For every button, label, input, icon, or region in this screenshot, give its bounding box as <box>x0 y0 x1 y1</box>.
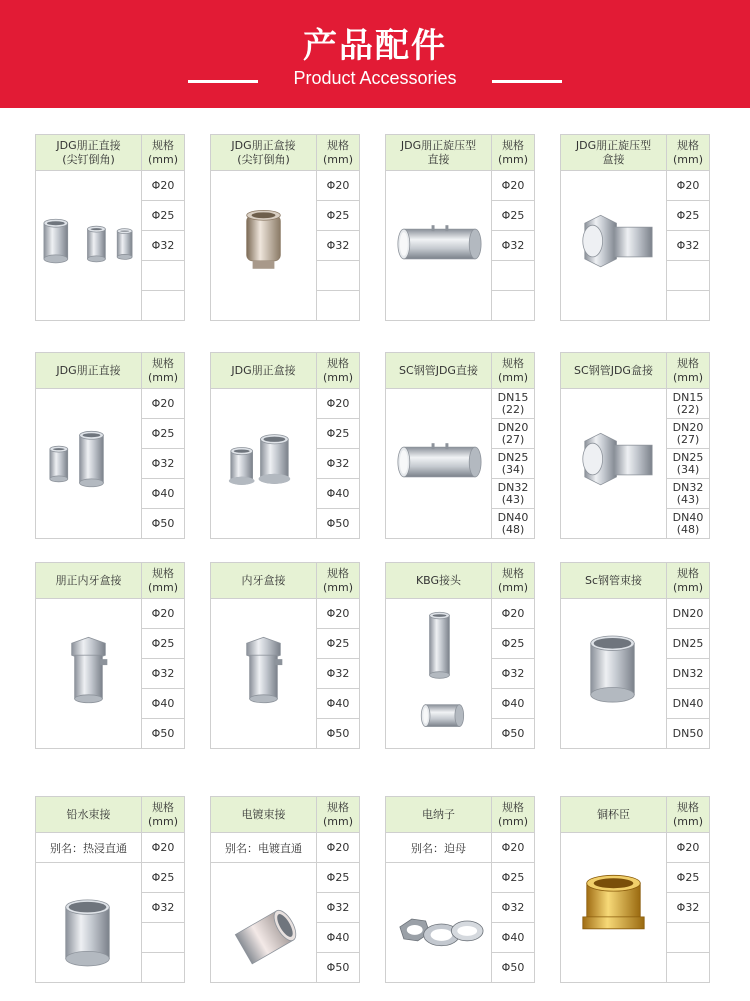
spec-cell: Φ32 <box>317 449 359 479</box>
product-name: 朋正内牙盒接 <box>36 563 142 599</box>
spec-cell: Φ20 <box>317 171 359 201</box>
spec-header: 规格 (mm) <box>667 563 709 599</box>
spec-cell <box>667 923 709 953</box>
product-name: 电纳子 <box>386 797 492 833</box>
spec-cell <box>667 291 709 321</box>
spec-cell: Φ32 <box>142 893 184 923</box>
spec-cell: DN32 (43) <box>492 479 534 509</box>
product-image <box>561 599 667 749</box>
spec-cell: Φ25 <box>667 201 709 231</box>
spec-cell: Φ25 <box>667 863 709 893</box>
product-image <box>211 171 317 321</box>
spec-header: 规格 (mm) <box>492 353 534 389</box>
spec-header: 规格 (mm) <box>142 797 184 833</box>
spec-cell: DN40 (48) <box>672 511 704 536</box>
box-connector-nut-icon <box>561 171 666 321</box>
product-card <box>385 562 535 749</box>
spec-cell: Φ32 <box>492 893 534 923</box>
spec-header: 规格 (mm) <box>317 797 359 833</box>
spec-cell: DN25 <box>667 629 709 659</box>
spec-cell: Φ32 <box>142 231 184 261</box>
spec-cell: DN40 (48) <box>497 511 529 536</box>
product-name: 内牙盒接 <box>211 563 317 599</box>
product-card <box>35 562 185 749</box>
page-title: 产品配件 <box>303 26 447 66</box>
product-image <box>561 833 667 983</box>
product-name: 电镀束接 <box>211 797 317 833</box>
product-card <box>560 352 710 539</box>
spec-cell: Φ25 <box>492 863 534 893</box>
product-name: JDG朋正直接 (尖钉倒角) <box>36 135 142 171</box>
spec-header: 规格 (mm) <box>667 797 709 833</box>
product-name: 铅水束接 <box>36 797 142 833</box>
spec-cell: Φ40 <box>317 479 359 509</box>
spec-cell: Φ32 <box>492 231 534 261</box>
spec-cell: Φ20 <box>317 833 359 863</box>
spec-cell: Φ40 <box>317 689 359 719</box>
spec-cell: Φ20 <box>317 389 359 419</box>
product-image <box>386 863 492 983</box>
spec-cell: Φ20 <box>492 171 534 201</box>
product-image <box>36 171 142 321</box>
spec-cell: DN50 <box>672 727 704 740</box>
spec-cell: Φ20 <box>142 599 184 629</box>
spec-header: 规格 (mm) <box>667 353 709 389</box>
product-image <box>561 389 667 539</box>
coupling-sleeve-icon <box>386 171 491 321</box>
product-card <box>210 352 360 539</box>
spec-cell: DN25 (34) <box>492 449 534 479</box>
spec-cell: Φ32 <box>317 659 359 689</box>
product-card <box>210 134 360 321</box>
spec-cell: DN20 <box>667 599 709 629</box>
spec-cell: Φ25 <box>492 629 534 659</box>
spec-cell: Φ32 <box>142 659 184 689</box>
product-alias: 别名：电镀直通 <box>211 833 317 863</box>
pipe-coupling-icon <box>561 599 666 749</box>
product-alias: 别名：迫母 <box>386 833 492 863</box>
spec-cell: Φ20 <box>667 171 709 201</box>
divider-right <box>492 80 562 83</box>
product-name: KBG接头 <box>386 563 492 599</box>
product-card <box>560 134 710 321</box>
threaded-box-connector-icon <box>211 599 316 749</box>
spec-cell: Φ50 <box>151 727 175 740</box>
spec-cell: Φ25 <box>317 419 359 449</box>
spec-cell <box>142 923 184 953</box>
spec-cell: Φ50 <box>326 727 350 740</box>
product-image <box>386 599 492 749</box>
spec-cell <box>492 261 534 291</box>
spec-cell: Φ25 <box>142 419 184 449</box>
spec-header: 规格 (mm) <box>142 563 184 599</box>
spec-cell: Φ40 <box>492 689 534 719</box>
product-image <box>211 389 317 539</box>
product-card <box>560 562 710 749</box>
spec-cell: Φ50 <box>501 961 525 974</box>
spec-cell: Φ20 <box>492 599 534 629</box>
page-subtitle: Product Accessories <box>293 68 457 88</box>
spec-cell: Φ25 <box>142 629 184 659</box>
box-connector-nut-icon <box>561 389 666 539</box>
product-image <box>561 171 667 321</box>
product-alias: 别名：热浸直通 <box>36 833 142 863</box>
spec-cell: Φ40 <box>142 479 184 509</box>
spec-cell: Φ32 <box>317 231 359 261</box>
product-name: JDG朋正直接 <box>36 353 142 389</box>
spec-cell: Φ32 <box>667 231 709 261</box>
spec-cell: Φ40 <box>142 689 184 719</box>
spec-header: 规格 (mm) <box>142 353 184 389</box>
product-image <box>386 389 492 539</box>
spec-cell: Φ40 <box>317 923 359 953</box>
spec-cell <box>142 953 184 983</box>
spec-cell: Φ50 <box>326 961 350 974</box>
plated-coupling-icon <box>211 863 316 983</box>
spec-header: 规格 (mm) <box>317 563 359 599</box>
product-name: Sc钢管束接 <box>561 563 667 599</box>
spec-cell <box>142 291 184 321</box>
product-image <box>211 863 317 983</box>
product-image <box>36 863 142 983</box>
spec-header: 规格 (mm) <box>142 135 184 171</box>
product-name: SC钢管JDG盒接 <box>561 353 667 389</box>
spec-cell <box>667 953 709 983</box>
spec-header: 规格 (mm) <box>492 563 534 599</box>
spec-cell: DN32 <box>667 659 709 689</box>
pipe-coupling-icon <box>36 863 141 983</box>
product-card <box>560 796 710 983</box>
two-coupling-sleeves-icon <box>36 389 141 539</box>
three-coupling-sleeves-icon <box>36 171 141 321</box>
spec-cell <box>492 291 534 321</box>
spec-header: 规格 (mm) <box>492 135 534 171</box>
spec-cell: Φ32 <box>667 893 709 923</box>
spec-cell: Φ20 <box>492 833 534 863</box>
spec-cell: DN32 (43) <box>667 479 709 509</box>
spec-header: 规格 (mm) <box>492 797 534 833</box>
spec-cell: Φ25 <box>317 629 359 659</box>
spec-cell: Φ40 <box>492 923 534 953</box>
box-connector-icon <box>211 171 316 321</box>
product-image <box>36 389 142 539</box>
product-card <box>385 352 535 539</box>
spec-header: 规格 (mm) <box>317 353 359 389</box>
title-banner <box>0 0 750 108</box>
product-name: JDG朋正旋压型 直接 <box>386 135 492 171</box>
spec-cell: Φ32 <box>492 659 534 689</box>
product-name: 铜杯臣 <box>561 797 667 833</box>
spec-cell: Φ50 <box>151 517 175 530</box>
product-card <box>210 796 360 983</box>
product-name: JDG朋正盒接 (尖钉倒角) <box>211 135 317 171</box>
spec-cell: Φ25 <box>142 863 184 893</box>
spec-cell: Φ32 <box>142 449 184 479</box>
spec-cell: Φ25 <box>317 863 359 893</box>
threaded-box-connector-icon <box>36 599 141 749</box>
product-image <box>36 599 142 749</box>
product-name: JDG朋正盒接 <box>211 353 317 389</box>
spec-cell <box>317 261 359 291</box>
product-name: JDG朋正旋压型 盒接 <box>561 135 667 171</box>
spec-cell: Φ20 <box>142 833 184 863</box>
spec-cell: Φ32 <box>317 893 359 923</box>
spec-cell <box>142 261 184 291</box>
brass-bushing-icon <box>561 833 666 983</box>
spec-cell <box>317 291 359 321</box>
product-image <box>386 171 492 321</box>
product-card <box>385 796 535 983</box>
spec-cell: Φ25 <box>317 201 359 231</box>
spec-cell: Φ20 <box>142 389 184 419</box>
spec-cell: Φ25 <box>492 201 534 231</box>
spec-cell: Φ50 <box>501 727 525 740</box>
product-image <box>211 599 317 749</box>
spec-cell: Φ20 <box>317 599 359 629</box>
spec-header: 规格 (mm) <box>667 135 709 171</box>
kbg-fittings-icon <box>386 599 491 749</box>
coupling-sleeve-icon <box>386 389 491 539</box>
spec-cell: DN25 (34) <box>667 449 709 479</box>
spec-cell: DN15 (22) <box>492 389 534 419</box>
two-box-connectors-icon <box>211 389 316 539</box>
spec-cell <box>667 261 709 291</box>
product-card <box>385 134 535 321</box>
spec-cell: DN20 (27) <box>667 419 709 449</box>
product-card <box>35 134 185 321</box>
spec-cell: Φ20 <box>142 171 184 201</box>
product-card <box>35 352 185 539</box>
spec-cell: DN40 <box>667 689 709 719</box>
spec-cell: Φ25 <box>142 201 184 231</box>
spec-cell: DN20 (27) <box>492 419 534 449</box>
product-card <box>35 796 185 983</box>
lock-nuts-icon <box>386 863 491 983</box>
spec-cell: Φ20 <box>667 833 709 863</box>
spec-cell: DN15 (22) <box>667 389 709 419</box>
spec-header: 规格 (mm) <box>317 135 359 171</box>
product-card <box>210 562 360 749</box>
spec-cell: Φ50 <box>326 517 350 530</box>
product-name: SC钢管JDG直接 <box>386 353 492 389</box>
